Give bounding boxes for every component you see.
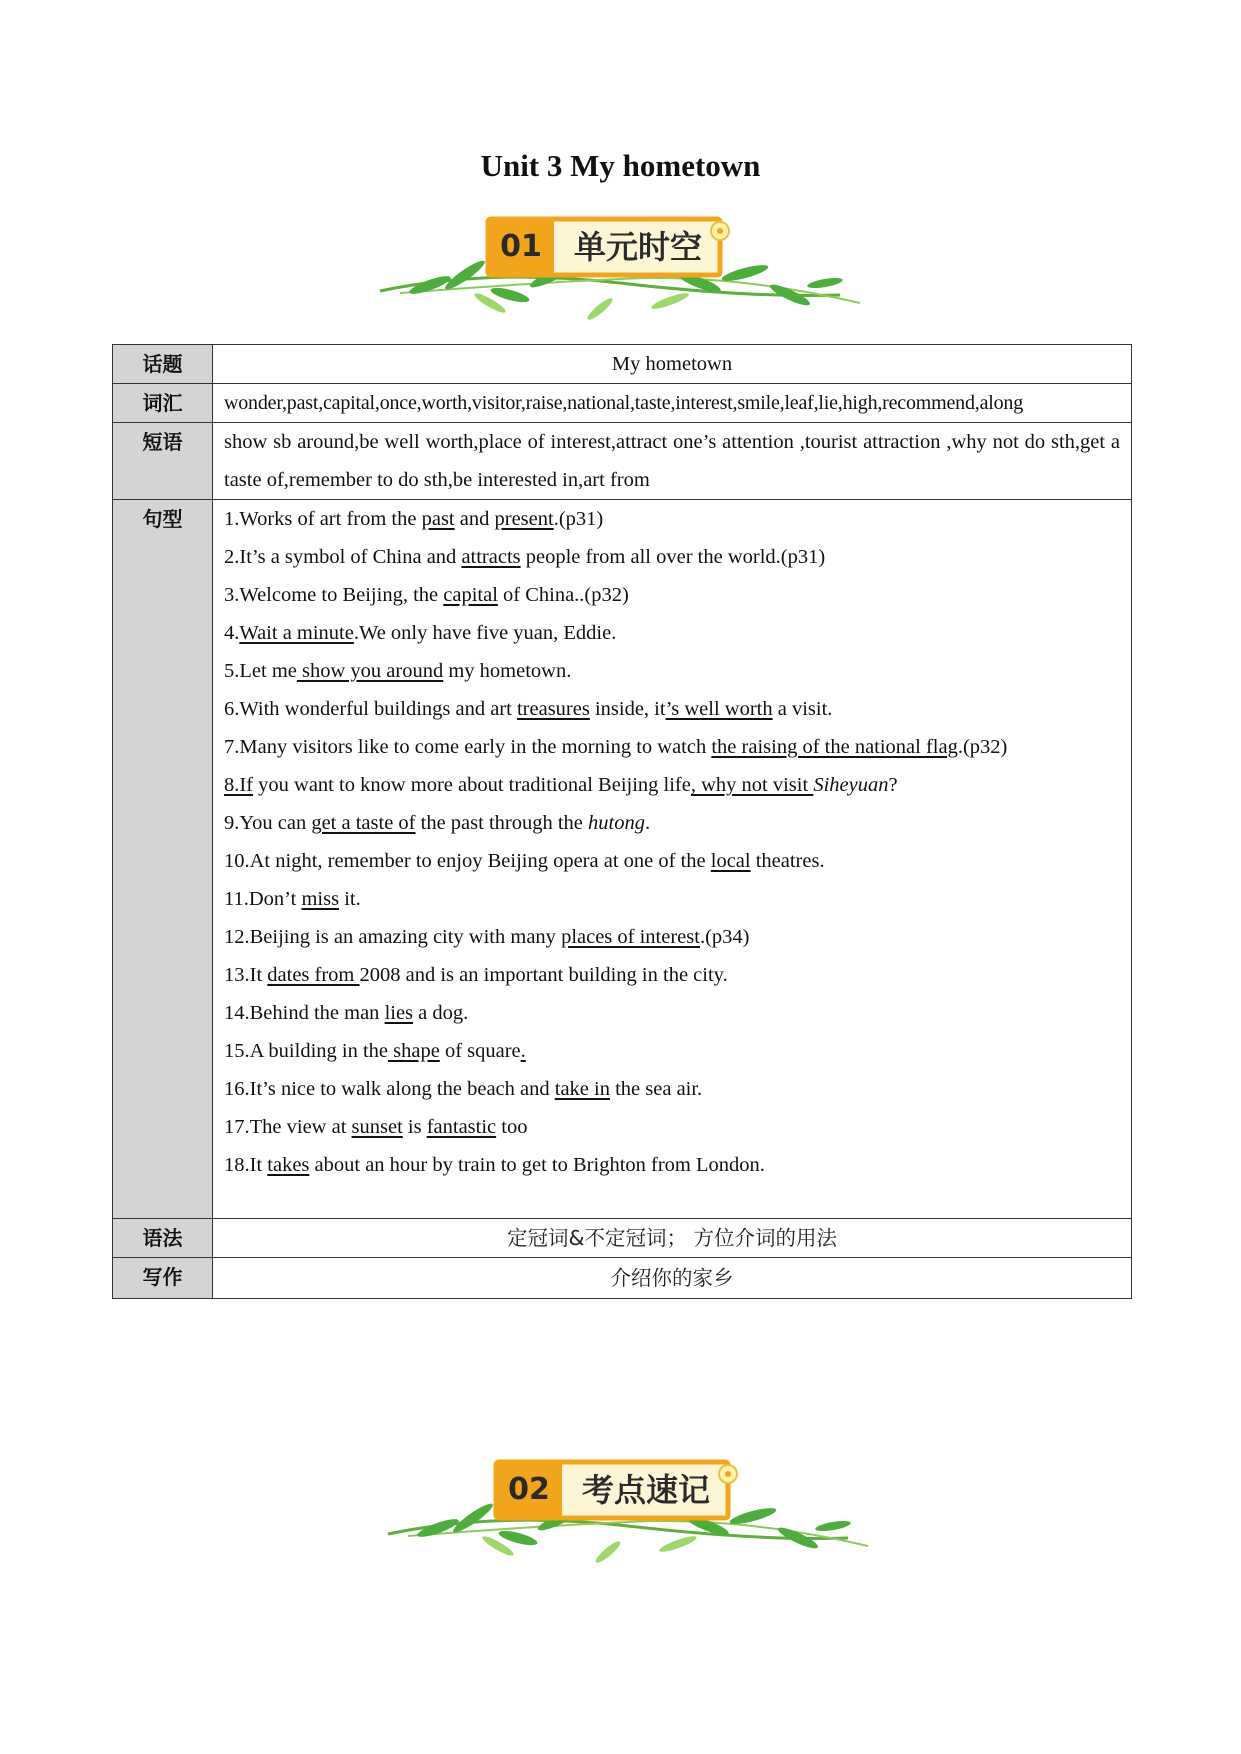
underlined-phrase: ’s well worth (665, 698, 773, 720)
sentence-text: of China..(p32) (497, 584, 629, 606)
underlined-phrase: fantastic (426, 1116, 497, 1138)
sentence-list (224, 500, 1120, 1218)
sentence-text: about an hour by train to get to Brighton from London. (309, 1154, 765, 1176)
sentence-item (224, 538, 1120, 576)
banner-number: 02 (508, 1472, 550, 1507)
sentence-text: 9.You can (224, 812, 312, 834)
sentence-text: 16.It’s nice to walk along the beach and (224, 1078, 555, 1100)
sentence-item (224, 576, 1120, 614)
sentence-text: my hometown. (443, 660, 572, 682)
section-banner-02 (378, 1456, 878, 1576)
sentence-text: 12.Beijing is an amazing city with many (224, 926, 562, 948)
underlined-phrase: , why not visit (690, 774, 814, 796)
sentence-item (224, 766, 1120, 804)
unit-overview-table (112, 344, 1132, 1299)
sentence-text: the past through the (415, 812, 589, 834)
sentence-text: people from all over the world.(p31) (520, 546, 826, 568)
sentence-text: ? (888, 774, 898, 796)
sentence-item (224, 1108, 1120, 1146)
sentence-text: of square (439, 1040, 521, 1062)
sentence-text: 2008 and is an important building in the city. (359, 964, 728, 986)
sentence-text: .(p34) (699, 926, 750, 948)
table-row-sentences (113, 500, 1132, 1219)
row-key: 写作 (113, 1258, 213, 1299)
sentence-text: a dog. (413, 1002, 469, 1024)
banner-number: 01 (500, 229, 542, 264)
underlined-phrase: miss (301, 888, 340, 910)
underlined-phrase: local (710, 850, 751, 872)
writing-value: 介绍你的家乡 (213, 1258, 1132, 1299)
underlined-phrase: Wait a minute (239, 622, 354, 644)
sentence-text: 2.It’s a symbol of China and (224, 546, 462, 568)
row-key: 词汇 (113, 384, 213, 423)
sentence-text: is (402, 1116, 427, 1138)
vocab-value: wonder,past,capital,once,worth,visitor,raise,national,taste,interest,smile,leaf,lie,high,recommend,along (213, 384, 1132, 423)
underlined-phrase: lies (384, 1002, 414, 1024)
sentence-item (224, 728, 1120, 766)
sentence-text: 6.With wonderful buildings and art (224, 698, 517, 720)
sentence-text: 10.At night, remember to enjoy Beijing opera at one of the (224, 850, 711, 872)
sentence-item (224, 994, 1120, 1032)
sentence-text: theatres. (750, 850, 825, 872)
underlined-phrase: treasures (516, 698, 590, 720)
row-key: 语法 (113, 1219, 213, 1258)
table-row-grammar (113, 1219, 1132, 1258)
sentence-text: hutong (588, 812, 645, 834)
underlined-phrase: attracts (461, 546, 521, 568)
table-row-phrases (113, 423, 1132, 500)
grammar-value: 定冠词&不定冠词； 方位介词的用法 (213, 1219, 1132, 1258)
underlined-phrase: shape (388, 1040, 440, 1062)
sentence-text: .(p31) (553, 508, 604, 530)
underlined-phrase: get a taste of (311, 812, 416, 834)
sentence-text: 14.Behind the man (224, 1002, 385, 1024)
underlined-phrase: the raising of the national flag (711, 736, 958, 758)
sentence-text: 5.Let me (224, 660, 297, 682)
sentence-text: .(p32) (957, 736, 1008, 758)
section-banner-01 (370, 213, 870, 333)
row-key: 句型 (113, 500, 213, 1219)
sentence-text: Siheyuan (813, 774, 889, 796)
underlined-phrase: 8.If (224, 774, 254, 796)
sentence-text: 7.Many visitors like to come early in the morning to watch (224, 736, 712, 758)
sentence-text: 17.The view at (224, 1116, 352, 1138)
sentence-text: the sea air. (609, 1078, 703, 1100)
banner-label: 考点速记 (581, 1471, 710, 1509)
sentence-text: inside, it (589, 698, 666, 720)
sentence-text: .We only have five yuan, Eddie. (353, 622, 617, 644)
sentence-text: it. (339, 888, 361, 910)
underlined-phrase: show you around (296, 660, 444, 682)
table-row-vocab (113, 384, 1132, 423)
sentence-text: 3.Welcome to Beijing, the (224, 584, 444, 606)
underlined-phrase: places of interest (561, 926, 700, 948)
sentence-item (224, 880, 1120, 918)
banner-label: 单元时空 (573, 228, 702, 266)
sentences-value (213, 500, 1132, 1219)
sentence-text: and (454, 508, 495, 530)
page-title: Unit 3 My hometown (480, 148, 761, 183)
underlined-phrase: capital (443, 584, 498, 606)
table-row-topic (113, 345, 1132, 384)
sentence-text: 11.Don’t (224, 888, 302, 910)
row-key: 话题 (113, 345, 213, 384)
sentence-text: 1.Works of art from the (224, 508, 422, 530)
underlined-phrase: . (520, 1040, 526, 1062)
sentence-item (224, 1032, 1120, 1070)
underlined-phrase: takes (267, 1154, 310, 1176)
sentence-text: too (496, 1116, 528, 1138)
underlined-phrase: dates from (267, 964, 360, 986)
sentence-item (224, 652, 1120, 690)
sentence-item (224, 690, 1120, 728)
underlined-phrase: take in (554, 1078, 610, 1100)
sentence-item (224, 1070, 1120, 1108)
underlined-phrase: sunset (351, 1116, 403, 1138)
sentence-item (224, 956, 1120, 994)
sentence-item (224, 804, 1120, 842)
row-key: 短语 (113, 423, 213, 500)
sentence-text: you want to know more about traditional Beijing life (253, 774, 691, 796)
sentence-item (224, 614, 1120, 652)
sentence-text: 4. (224, 622, 240, 644)
phrases-value: show sb around,be well worth,place of interest,attract one’s attention ,tourist attraction ,why not do sth,get a taste of,remember to do sth,be interested in,art from (213, 423, 1132, 500)
sentence-item (224, 918, 1120, 956)
underlined-phrase: present (494, 508, 554, 530)
sentence-item (224, 842, 1120, 880)
topic-value: My hometown (213, 345, 1132, 384)
sentence-text: 13.It (224, 964, 268, 986)
sentence-item (224, 500, 1120, 538)
sentence-text: a visit. (772, 698, 833, 720)
sentence-text: . (644, 812, 651, 834)
sentence-text: 15.A building in the (224, 1040, 388, 1062)
sentence-text: 18.It (224, 1154, 268, 1176)
table-row-writing (113, 1258, 1132, 1299)
sentence-item (224, 1146, 1120, 1184)
underlined-phrase: past (421, 508, 455, 530)
